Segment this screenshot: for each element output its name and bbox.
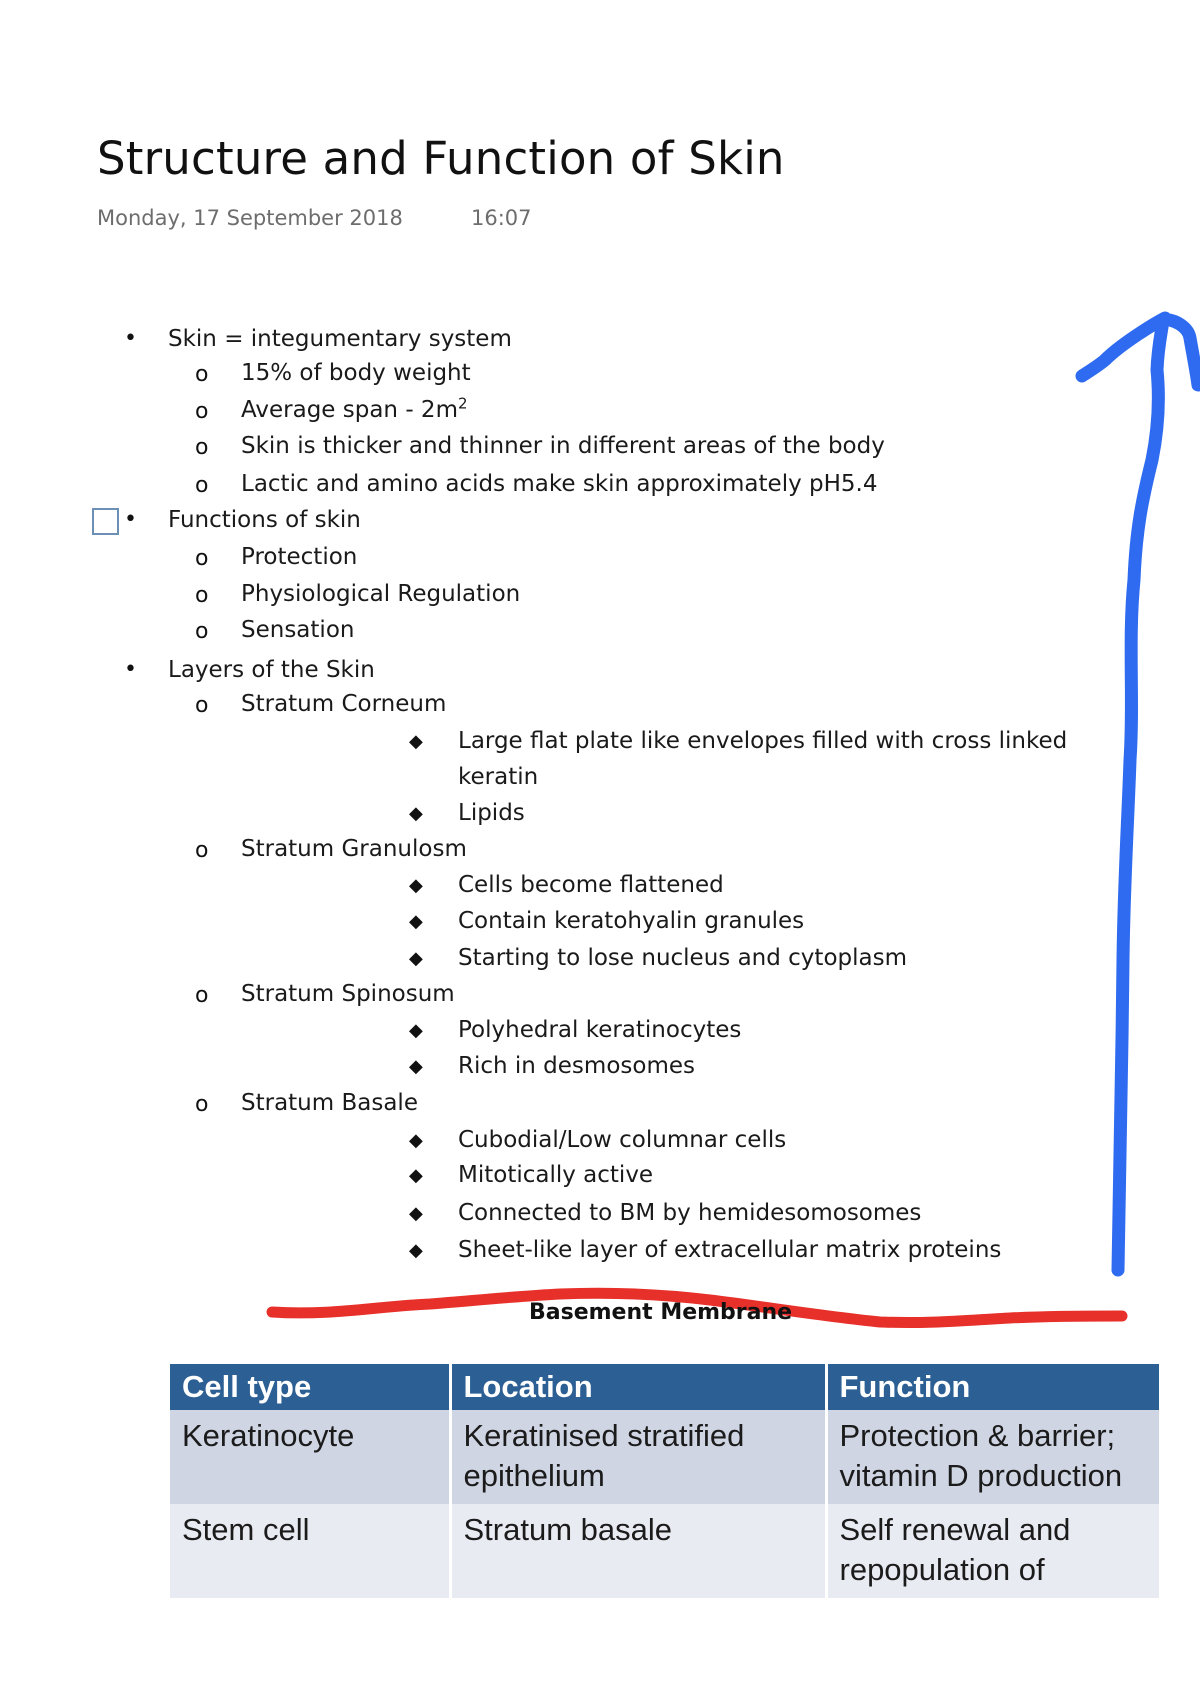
diamond-marker: ◆ xyxy=(409,1203,423,1224)
corneum-item-1-cont: keratin xyxy=(458,764,539,790)
circle-marker: o xyxy=(195,362,209,387)
layer-corneum: Stratum Corneum xyxy=(241,691,447,717)
circle-marker: o xyxy=(195,435,209,460)
cell-table xyxy=(170,1364,1162,1598)
note-time: 16:07 xyxy=(471,206,532,230)
skin-item-4: Lactic and amino acids make skin approximately pH5.4 xyxy=(241,471,878,497)
diamond-marker: ◆ xyxy=(409,731,423,752)
layer-granulosm: Stratum Granulosm xyxy=(241,836,467,862)
table-row xyxy=(170,1410,1160,1504)
cell-line: Self renewal and xyxy=(839,1512,1071,1547)
layer-spinosum: Stratum Spinosum xyxy=(241,981,455,1007)
header-cell-type: Cell type xyxy=(170,1364,450,1410)
basement-membrane-caption: Basement Membrane xyxy=(529,1300,793,1325)
task-checkbox[interactable] xyxy=(92,508,119,535)
basale-item-1: Cubodial/Low columnar cells xyxy=(458,1127,787,1153)
table-cell: Stratum basale xyxy=(450,1504,826,1598)
function-item-2: Physiological Regulation xyxy=(241,581,521,607)
diamond-marker: ◆ xyxy=(409,803,423,824)
diamond-marker: ◆ xyxy=(409,875,423,896)
basale-item-2: Mitotically active xyxy=(458,1162,654,1188)
skin-item-2-text: Average span - 2m xyxy=(241,397,458,423)
basale-item-4: Sheet-like layer of extracellular matrix proteins xyxy=(458,1237,1002,1263)
spinosum-item-1: Polyhedral keratinocytes xyxy=(458,1017,742,1043)
corneum-item-2: Lipids xyxy=(458,800,525,826)
bullet-marker: • xyxy=(124,326,137,351)
circle-marker: o xyxy=(195,693,209,718)
cell-line: Keratinised stratified xyxy=(463,1418,745,1453)
diamond-marker: ◆ xyxy=(409,948,423,969)
table-header-row xyxy=(170,1364,1160,1410)
bullet-skin: Skin = integumentary system xyxy=(168,326,512,352)
diamond-marker: ◆ xyxy=(409,1056,423,1077)
header-location: Location xyxy=(450,1364,826,1410)
granulosm-item-1: Cells become flattened xyxy=(458,872,724,898)
corneum-item-1: Large flat plate like envelopes filled with cross linked xyxy=(458,728,1068,754)
circle-marker: o xyxy=(195,399,209,424)
circle-marker: o xyxy=(195,1092,209,1117)
diamond-marker: ◆ xyxy=(409,1165,423,1186)
table-cell: Stem cell xyxy=(170,1504,450,1598)
page-title: Structure and Function of Skin xyxy=(97,132,785,185)
table-row xyxy=(170,1504,1160,1598)
bullet-layers: Layers of the Skin xyxy=(168,657,375,683)
cell-line: epithelium xyxy=(463,1458,605,1493)
function-item-3: Sensation xyxy=(241,617,355,643)
function-item-1: Protection xyxy=(241,544,358,570)
note-date: Monday, 17 September 2018 xyxy=(97,206,403,230)
layer-basale: Stratum Basale xyxy=(241,1090,418,1116)
skin-item-2 xyxy=(241,396,468,424)
cell-line: repopulation of xyxy=(839,1552,1045,1587)
circle-marker: o xyxy=(195,983,209,1008)
circle-marker: o xyxy=(195,473,209,498)
basale-item-3: Connected to BM by hemidesomosomes xyxy=(458,1200,922,1226)
skin-item-1: 15% of body weight xyxy=(241,360,471,386)
header-function: Function xyxy=(826,1364,1160,1410)
circle-marker: o xyxy=(195,583,209,608)
blue-arrow-ink xyxy=(1082,318,1198,1270)
table-cell xyxy=(826,1504,1160,1598)
diamond-marker: ◆ xyxy=(409,911,423,932)
spinosum-item-2: Rich in desmosomes xyxy=(458,1053,695,1079)
skin-item-3: Skin is thicker and thinner in different areas of the body xyxy=(241,433,885,459)
cell-line: Protection & barrier; xyxy=(839,1418,1116,1453)
diamond-marker: ◆ xyxy=(409,1240,423,1261)
cell-type-table xyxy=(170,1364,1131,1587)
granulosm-item-3: Starting to lose nucleus and cytoplasm xyxy=(458,945,907,971)
superscript-two: 2 xyxy=(457,394,468,413)
bullet-marker: • xyxy=(124,507,137,532)
diamond-marker: ◆ xyxy=(409,1130,423,1151)
diamond-marker: ◆ xyxy=(409,1020,423,1041)
circle-marker: o xyxy=(195,619,209,644)
table-cell xyxy=(450,1410,826,1504)
bullet-marker: • xyxy=(124,657,137,682)
table-cell: Keratinocyte xyxy=(170,1410,450,1504)
circle-marker: o xyxy=(195,838,209,863)
bullet-functions: Functions of skin xyxy=(168,507,361,533)
cell-line: vitamin D production xyxy=(839,1458,1123,1493)
circle-marker: o xyxy=(195,546,209,571)
table-cell xyxy=(826,1410,1160,1504)
granulosm-item-2: Contain keratohyalin granules xyxy=(458,908,805,934)
